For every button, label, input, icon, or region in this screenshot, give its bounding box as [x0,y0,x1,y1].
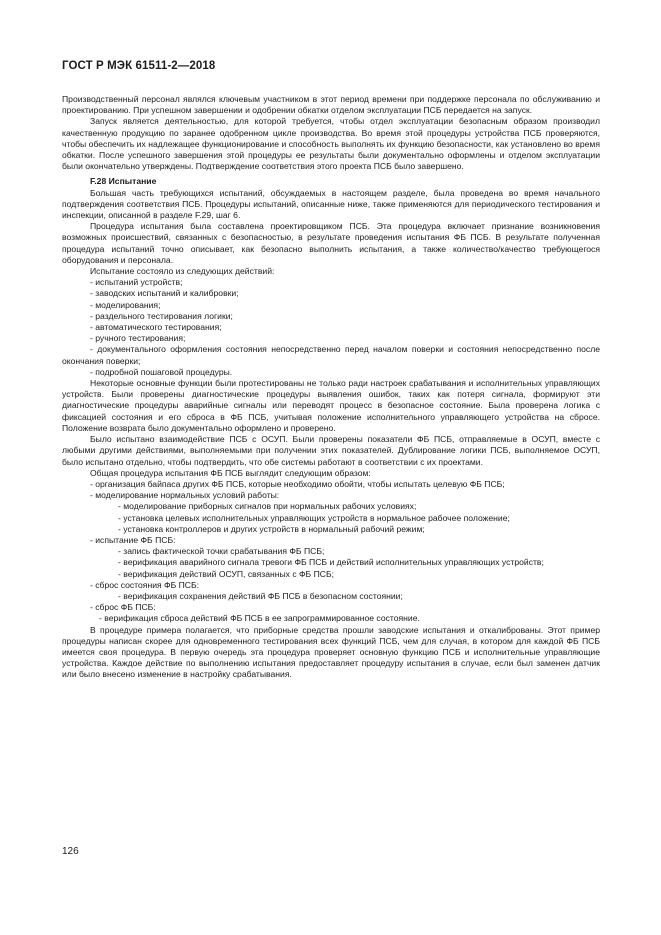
procedure-step: - испытание ФБ ПСБ: [90,534,176,545]
paragraph: Было испытано взаимодействие ПСБ с ОСУП. Были проверены показатели ФБ ПСБ, отправляемые в ОСУП, вместе с любыми другими действиями, выполняемыми при получении этих показателей. Дублирование логики ПСБ, выполняемое ОСУП, было испытано отдельно, чтобы подтвердить, что обе системы работают в соответствии с их проектами. [62,434,600,467]
paragraph: Производственный персонал являлся ключевым участником в этот период времени при поддержке персонала по обслуживанию и проектированию. При успешном завершении и одобрении обкатки отделом эксплуатации ПСБ передается на запуск. [62,94,600,116]
paragraph: Запуск является деятельностью, для которой требуется, чтобы отдел эксплуатации безопасным образом производил качественную продукцию по заранее одобренном цикле производства. Во время этой процедуры устройства ПСБ проверяются, чтобы обеспечить их надлежащее функционирование и способность выполнять их функцию безопасности, как установлено во время обкатки. После успешного завершения этой процедуры ее результаты были документально оформлены и отделом эксплуатации были окончательно утверждены. Подтверждение соответствия этого проекта ПСБ было завершено. [62,116,600,172]
paragraph: Общая процедура испытания ФБ ПСБ выглядит следующим образом: [90,467,371,478]
procedure-substep: - верификация сброса действий ФБ ПСБ в ее запрограммированное состояние. [99,613,420,624]
procedure-substep: - запись фактической точки срабатывания ФБ ПСБ; [118,546,325,557]
paragraph: Большая часть требующихся испытаний, обсуждаемых в настоящем разделе, была проведена во время начального подтверждения соответствия ПСБ. Процедуры испытаний, описанные ниже, также применяются для периодического тестирования и инспекции, описанной в разделе F.29, шаг 6. [62,187,600,221]
paragraph: В процедуре примера полагается, что приборные средства прошли заводские испытания и откалиброваны. Этот пример процедуры написан скорее для одновременного тестирования всех функций ПСБ, чем для случая, в котором для каждой ФБ ПСБ имеется своя процедура. В первую очередь эта процедура проверяет основную функцию ПСБ и исполнительные управляющие устройства. Каждое действие по выполнению испытания предоставляет процедуру испытания в случае, если был заменен датчик или было внесено изменение в настройку срабатывания. [62,624,600,680]
list-item: - заводских испытаний и калибровки; [90,288,239,299]
list-item: - испытаний устройств; [90,277,183,288]
list-item: - моделирования; [90,299,161,310]
section-heading: F.28 Испытание [90,176,157,187]
list-item: - автоматического тестирования; [90,322,222,333]
list-item: - раздельного тестирования логики; [90,310,233,321]
paragraph: Процедура испытания была составлена проектировщиком ПСБ. Эта процедура включает признание возникновения возможных происшествий, связанных с безопасностью, в результате проведения испытания ФБ ПСБ. В результате полученная процедура испытаний точно описывает, как безопасно выполнить испытания, а также количество/качество требующегося оборудования и персонала. [62,221,600,265]
procedure-substep: - установка контроллеров и других устройств в нормальный рабочий режим; [118,523,425,534]
procedure-substep: - верификация аварийного сигнала тревоги ФБ ПСБ и действий исполнительных управляющих устройств; [118,557,544,568]
list-item: - документального оформления состояния непосредственно перед началом поверки и состояния непосредственно после окончания поверки; [62,344,600,366]
page-number: 126 [62,846,79,857]
document-body [62,94,600,681]
procedure-substep: - установка целевых исполнительных управляющих устройств в нормальное рабочее положение; [118,512,510,523]
paragraph: Испытание состояло из следующих действий: [90,266,275,277]
procedure-step: - сброс ФБ ПСБ: [90,602,156,613]
list-item: - подробной пошаговой процедуры. [90,366,233,377]
procedure-step: - организация байпаса других ФБ ПСБ, которые необходимо обойти, чтобы испытать целевую ФБ ПСБ; [90,478,505,489]
procedure-substep: - верификация действий ОСУП, связанных с ФБ ПСБ; [118,568,334,579]
list-item: - ручного тестирования; [90,333,186,344]
procedure-step: - моделирование нормальных условий работы: [90,490,280,501]
procedure-substep: - верификация сохранения действий ФБ ПСБ в безопасном состоянии; [118,590,403,601]
procedure-step: - сброс состояния ФБ ПСБ: [90,579,200,590]
document-header: ГОСТ Р МЭК 61511-2—2018 [62,60,216,72]
paragraph: Некоторые основные функции были протестированы не только ради настроек срабатывания и исполнительных управляющих устройств. Были проверены диагностические процедуры выявления ошибок, таких как потеря сигнала, формируют эти диагностические процедуры аварийные сигналы или переводят процесс в безопасное состояние. Была проверена логика с фиксацией состояния и его сброса в ФБ ПСБ, учитывая положение исполнительного управляющего устройства на сбросе. Положение возврата было документально оформлено и проверено. [62,378,600,433]
procedure-substep: - моделирование приборных сигналов при нормальных рабочих условиях; [118,501,417,512]
